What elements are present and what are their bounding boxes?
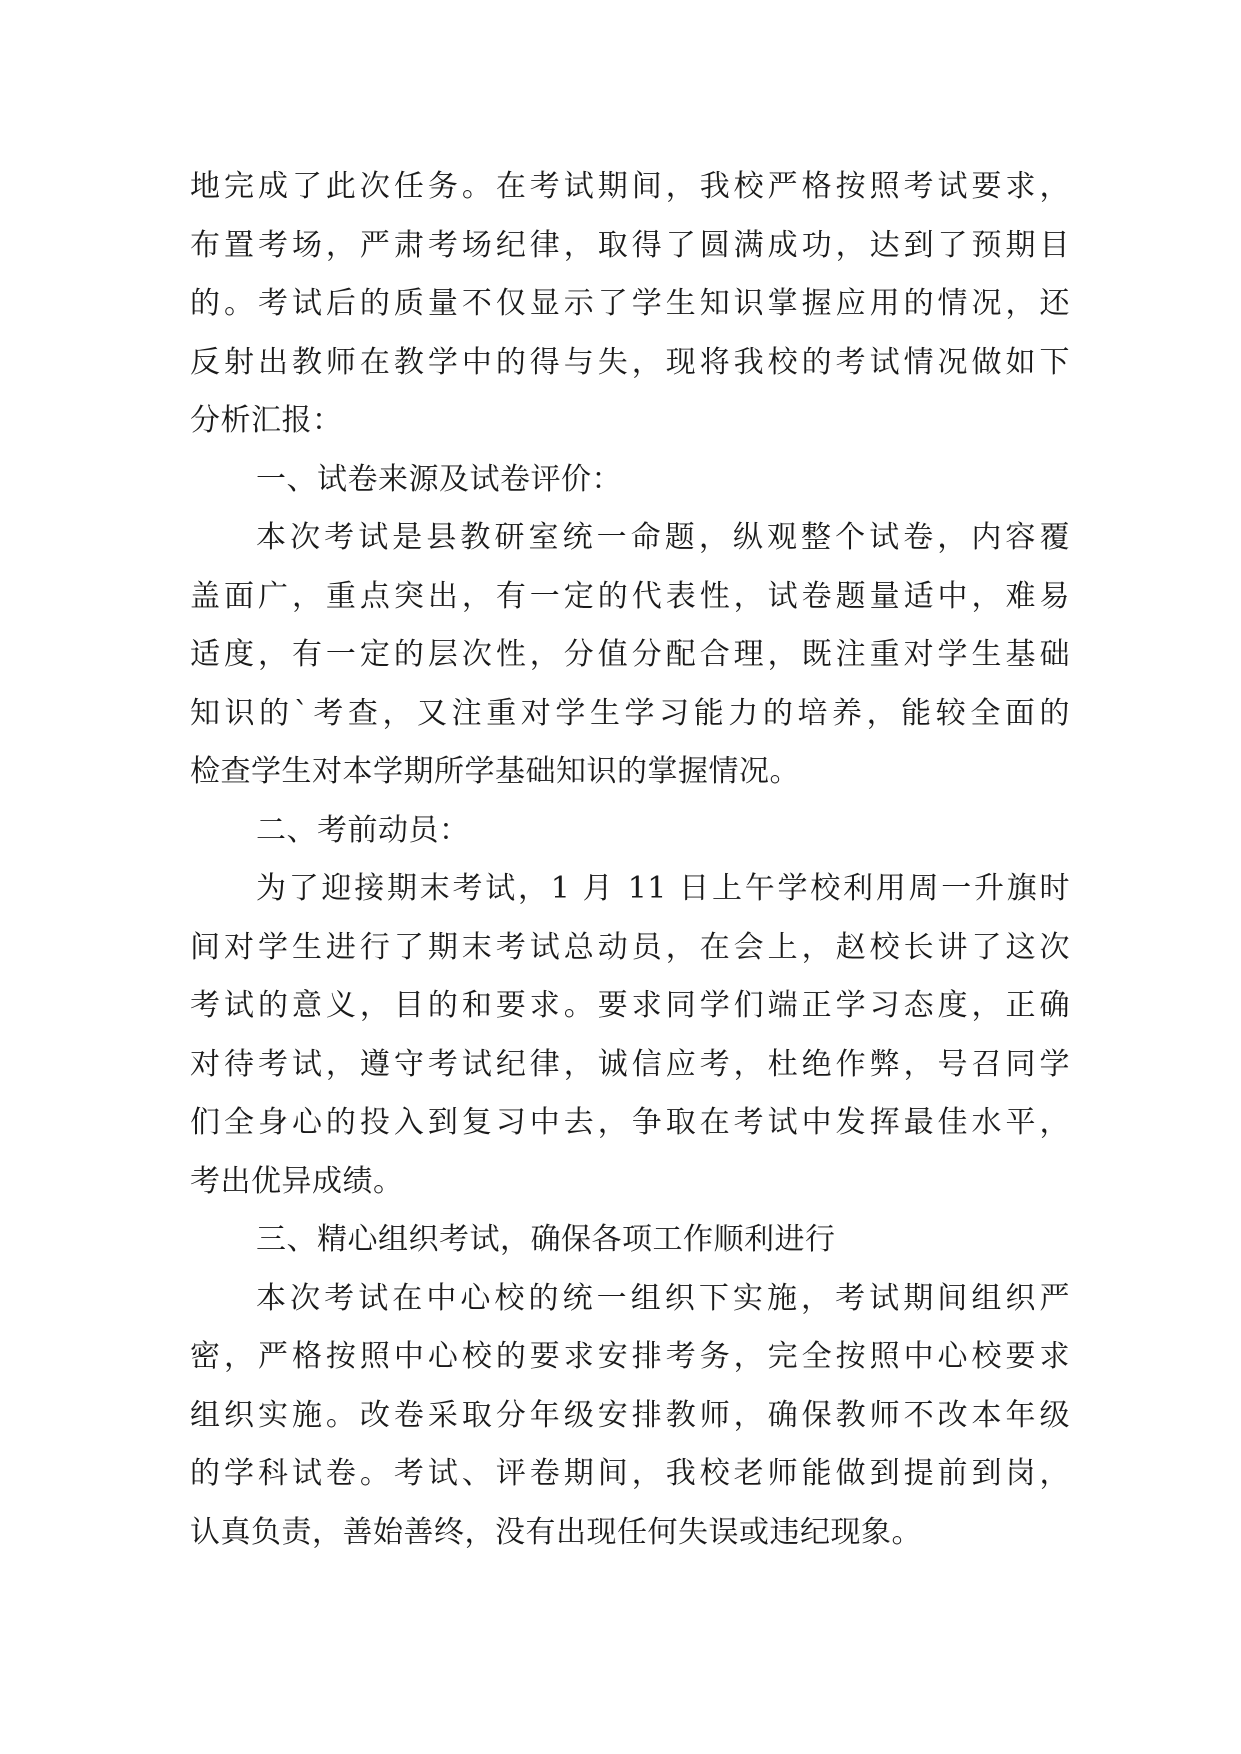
text-line: 密，严格按照中心校的要求安排考务，完全按照中心校要求: [190, 1339, 1070, 1374]
text-line: 对待考试，遵守考试纪律，诚信应考，杜绝作弊，号召同学: [190, 1046, 1070, 1082]
text-line: 们全身心的投入到复习中去，争取在考试中发挥最佳水平，: [190, 1105, 1070, 1140]
section-heading: 三、精心组织考试，确保各项工作顺利进行: [256, 1222, 836, 1257]
text-line: 考试的意义，目的和要求。要求同学们端正学习态度，正确: [190, 988, 1070, 1023]
text-line: 本次考试在中心校的统一组织下实施，考试期间组织严: [256, 1280, 1070, 1316]
text-line: 间对学生进行了期末考试总动员，在会上，赵校长讲了这次: [190, 929, 1070, 965]
section-heading: 二、考前动员：: [256, 812, 470, 848]
text-line: 考出优异成绩。: [190, 1163, 404, 1199]
text-line: 地完成了此次任务。在考试期间，我校严格按照考试要求，: [190, 169, 1070, 204]
text-line: 认真负责，善始善终，没有出现任何失误或违纪现象。: [190, 1514, 922, 1550]
text-line: 适度，有一定的层次性，分值分配合理，既注重对学生基础: [190, 637, 1070, 672]
text-line: 知识的`考查，又注重对学生学习能力的培养，能较全面的: [190, 695, 1070, 731]
text-line: 组织实施。改卷采取分年级安排教师，确保教师不改本年级: [190, 1397, 1070, 1433]
document-body: [190, 158, 1070, 1562]
text-line: 的。考试后的质量不仅显示了学生知识掌握应用的情况，还: [190, 286, 1070, 321]
text-line: 盖面广，重点突出，有一定的代表性，试卷题量适中，难易: [190, 578, 1070, 614]
text-line: 的学科试卷。考试、评卷期间，我校老师能做到提前到岗，: [190, 1456, 1070, 1491]
text-line: 检查学生对本学期所学基础知识的掌握情况。: [190, 754, 800, 789]
text-line: 为了迎接期末考试，1 月 11 日上午学校利用周一升旗时: [256, 871, 1070, 906]
text-line: 布置考场，严肃考场纪律，取得了圆满成功，达到了预期目: [190, 227, 1070, 263]
text-line: 分析汇报：: [190, 403, 343, 438]
section-heading: 一、试卷来源及试卷评价：: [256, 461, 622, 497]
text-line: 反射出教师在教学中的得与失，现将我校的考试情况做如下: [190, 344, 1070, 380]
text-line: 本次考试是县教研室统一命题，纵观整个试卷，内容覆: [256, 520, 1070, 555]
